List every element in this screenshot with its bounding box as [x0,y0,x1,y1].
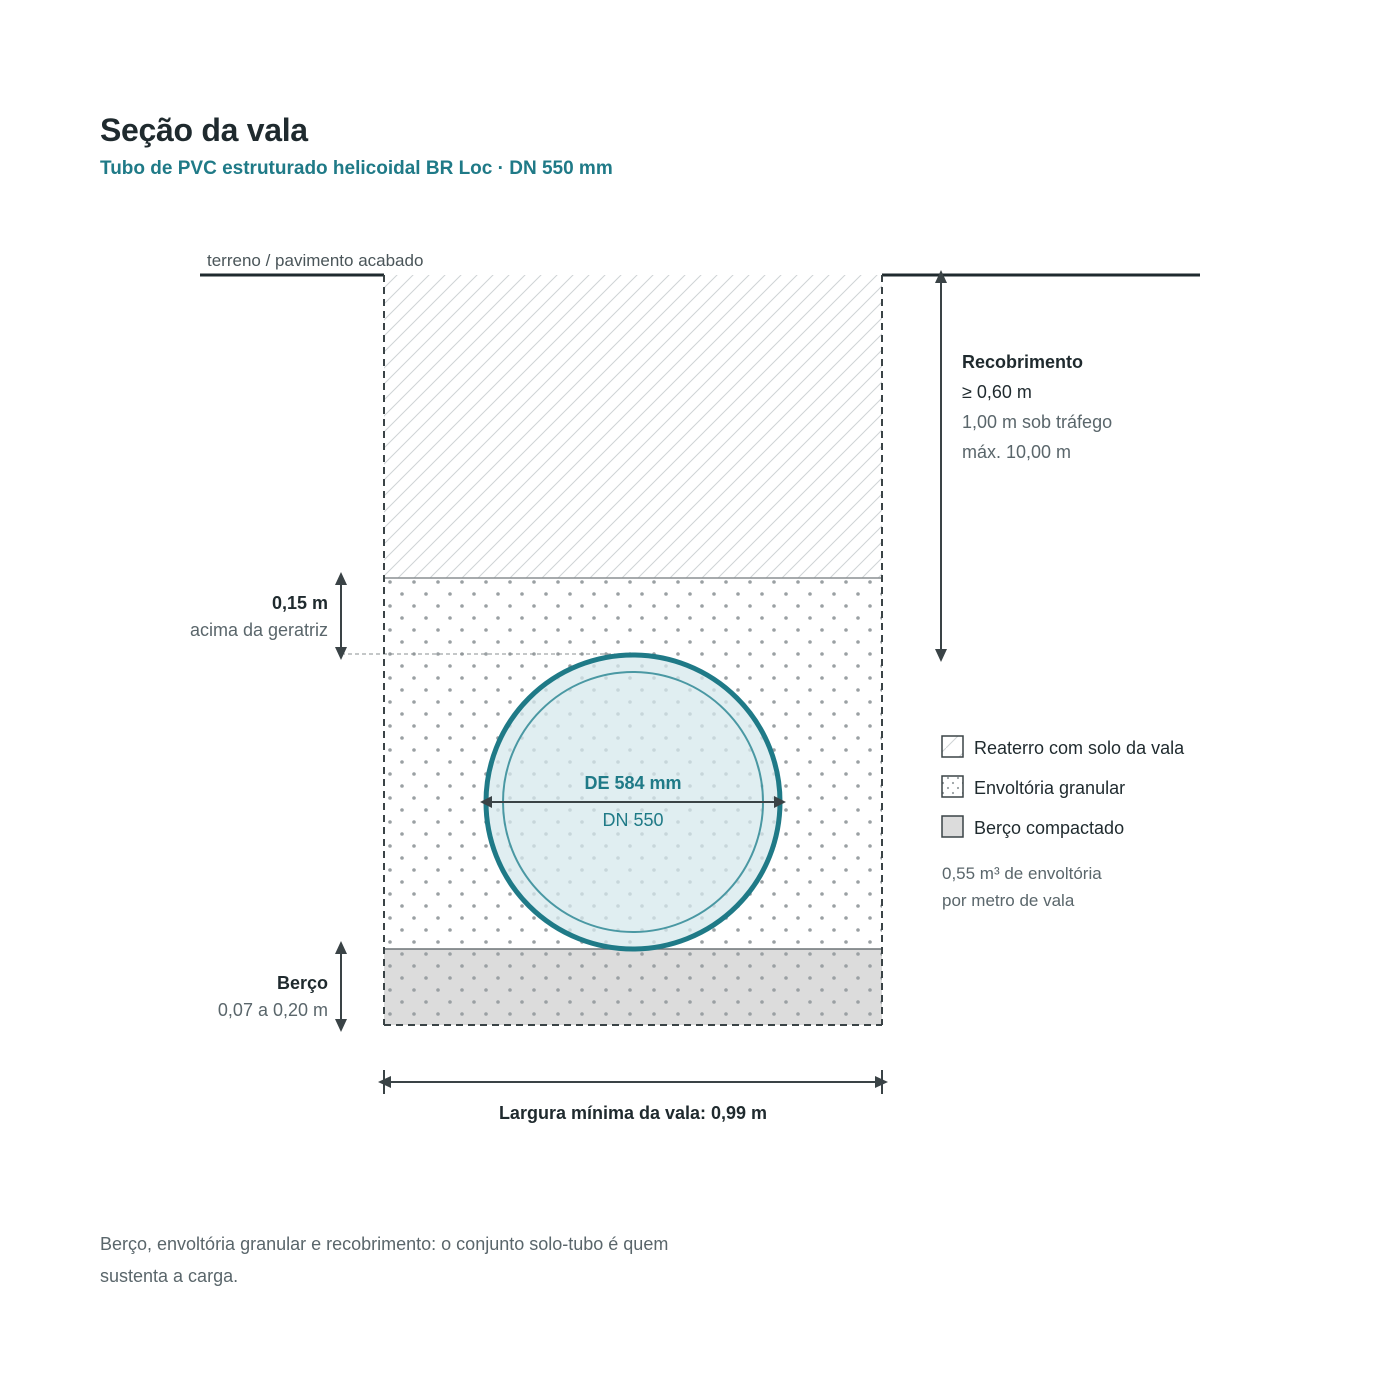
crown-arrowhead-bottom [335,647,347,660]
cover-title: Recobrimento [962,352,1084,372]
page-title: Seção da vala [100,112,308,148]
backfill-layer [384,275,882,578]
volume-note-line1: 0,55 m³ de envoltória [942,864,1102,883]
volume-note-line2: por metro de vala [942,891,1075,910]
bedding-title: Berço [276,973,328,993]
crown-value: 0,15 m [271,593,328,613]
footnote: Berço, envoltória granular e recobrimento: o conjunto solo-tubo é quem sustenta a carga. [100,1234,669,1286]
ground-label: terreno / pavimento acabado [207,251,424,270]
legend-label-backfill: Reaterro com solo da vala [974,738,1185,758]
page-subtitle: Tubo de PVC estruturado helicoidal BR Loc · DN 550 mm [100,158,613,179]
legend-swatch-envelope [942,776,963,797]
legend-label-bedding: Berço compactado [974,818,1125,838]
legend-swatch-bedding [942,816,963,837]
bedding-arrowhead-top [335,941,347,954]
cover-maximum: máx. 10,00 m [962,442,1072,462]
legend [942,736,1185,838]
cover-arrowhead-bottom [935,649,947,662]
pipe-nominal-diameter-label: DN 550 [602,810,664,830]
cover-minimum: ≥ 0,60 m [962,382,1032,402]
bedding-range: 0,07 a 0,20 m [217,1000,328,1020]
width-label: Largura mínima da vala: 0,99 m [498,1103,768,1123]
bedding-layer [384,949,882,1025]
pipe-outer-diameter-label: DE 584 mm [584,773,682,793]
bedding-arrowhead-bottom [335,1019,347,1032]
legend-label-envelope: Envoltória granular [974,778,1126,798]
crown-arrowhead-top [335,572,347,585]
cover-traffic: 1,00 m sob tráfego [962,412,1113,432]
crown-label: acima da geratriz [189,620,328,640]
legend-swatch-backfill [942,736,963,757]
